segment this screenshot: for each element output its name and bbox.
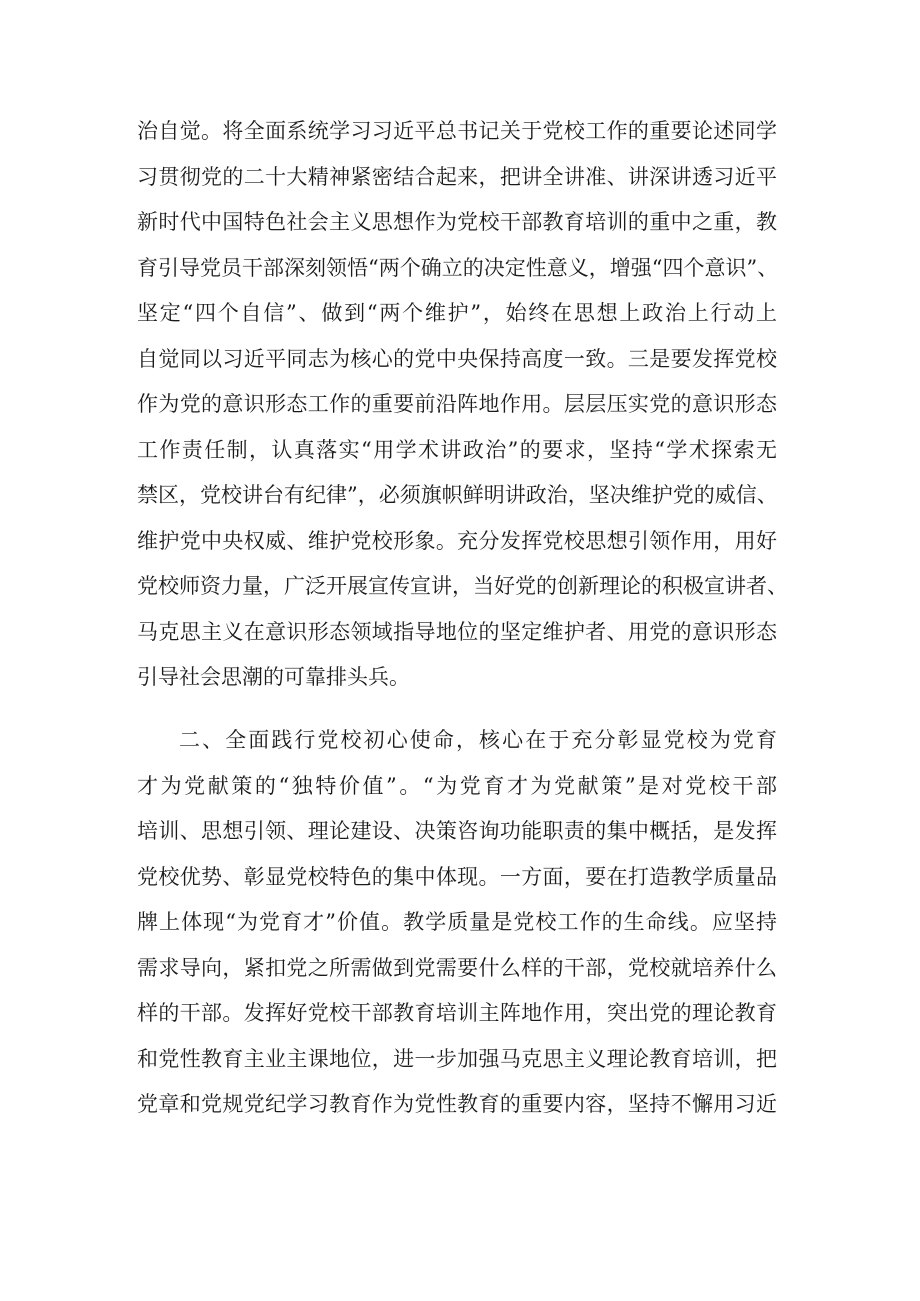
paragraph-line: 党章和党规党纪学习教育作为党性教育的重要内容，坚持不懈用习近 — [137, 1092, 777, 1116]
paragraph-line: 才为党献策的“独特价值”。“为党育才为党献策”是对党校干部 — [137, 773, 777, 798]
paragraph-line: 新时代中国特色社会主义思想作为党校干部教育培训的重中之重，教 — [137, 210, 777, 234]
paragraph-line: 马克思主义在意识形态领域指导地位的坚定维护者、用党的意识形态 — [137, 619, 777, 644]
paragraph-line: 需求导向，紧扣党之所需做到党需要什么样的干部，党校就培养什么 — [137, 955, 777, 980]
paragraph-line: 治自觉。将全面系统学习习近平总书记关于党校工作的重要论述同学 — [137, 119, 777, 143]
paragraph-line: 样的干部。发挥好党校干部教育培训主阵地作用，突出党的理论教育 — [137, 1001, 777, 1025]
paragraph-line: 维护党中央权威、维护党校形象。充分发挥党校思想引领作用，用好 — [137, 528, 777, 553]
paragraph-line: 二、全面践行党校初心使命，核心在于充分彰显党校为党育 — [179, 728, 777, 752]
body-paragraph-2 — [137, 718, 777, 1128]
paragraph-line: 习贯彻党的二十大精神紧密结合起来，把讲全讲准、讲深讲透习近平 — [137, 164, 777, 189]
paragraph-line: 党校师资力量，广泛开展宣传宣讲，当好党的创新理论的积极宣讲者、 — [137, 574, 788, 598]
paragraph-line: 和党性教育主业主课地位，进一步加强马克思主义理论教育培训，把 — [137, 1046, 777, 1071]
paragraph-line: 坚定“四个自信”、做到“两个维护”，始终在思想上政治上行动上 — [137, 301, 777, 325]
paragraph-line: 作为党的意识形态工作的重要前沿阵地作用。层层压实党的意识形态 — [137, 392, 777, 416]
paragraph-line: 培训、思想引领、理论建设、决策咨询功能职责的集中概括，是发挥 — [137, 819, 777, 843]
body-paragraph-1 — [137, 109, 788, 701]
paragraph-line: 自觉同以习近平同志为核心的党中央保持高度一致。三是要发挥党校 — [137, 346, 777, 371]
paragraph-line: 党校优势、彰显党校特色的集中体现。一方面，要在打造教学质量品 — [137, 864, 777, 889]
paragraph-line: 禁区，党校讲台有纪律”，必须旗帜鲜明讲政治，坚决维护党的威信、 — [137, 483, 778, 507]
paragraph-line: 育引导党员干部深刻领悟“两个确立的决定性意义，增强“四个意识”、 — [137, 255, 779, 280]
paragraph-line: 牌上体现“为党育才”价值。教学质量是党校工作的生命线。应坚持 — [137, 910, 777, 934]
paragraph-line: 引导社会思潮的可靠排头兵。 — [137, 665, 410, 689]
paragraph-line: 工作责任制，认真落实“用学术讲政治”的要求，坚持“学术探索无 — [137, 437, 777, 462]
